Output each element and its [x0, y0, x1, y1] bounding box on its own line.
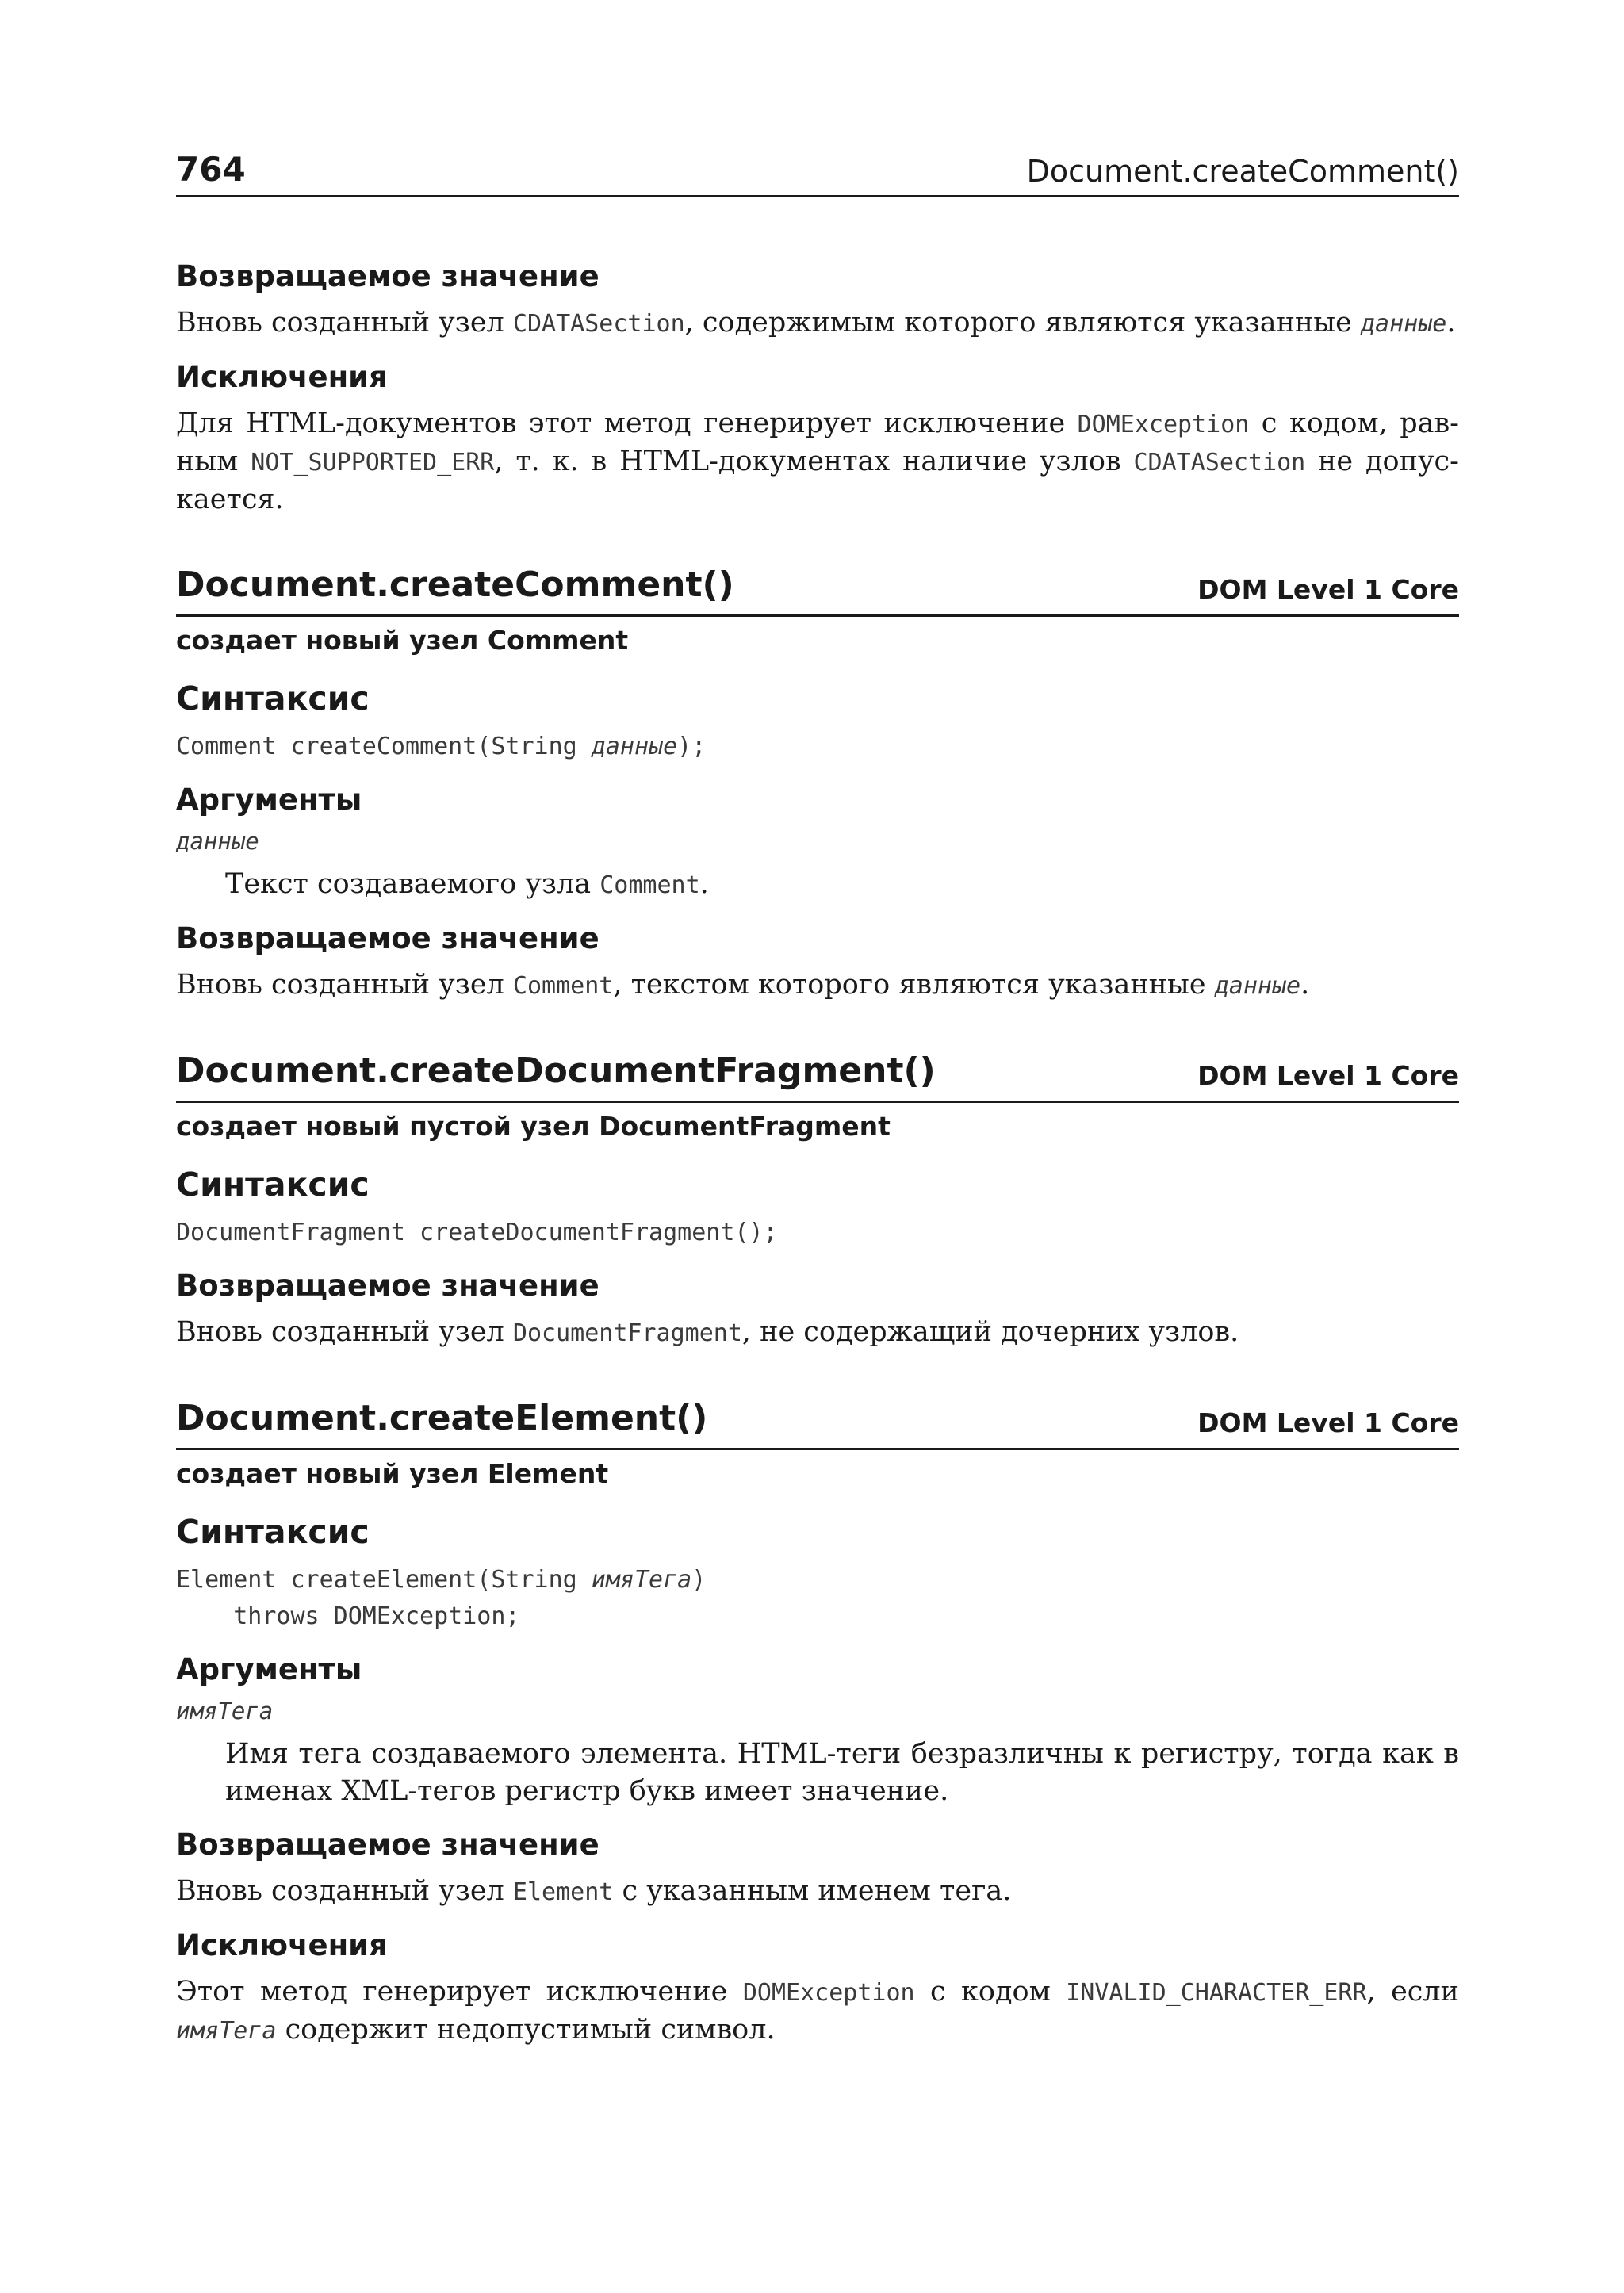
exceptions-heading: Исключения — [176, 360, 388, 394]
entry-summary: создает новый узел Element — [176, 1458, 609, 1489]
dom-level: DOM Level 1 Core — [1197, 1407, 1459, 1438]
entry-header — [176, 565, 1459, 617]
entry-header — [176, 1051, 1459, 1103]
syntax-code-line-2: throws DOMException; — [176, 1602, 520, 1630]
entry-header — [176, 1398, 1459, 1450]
entry-create-comment — [176, 565, 1459, 1005]
return-text: Вновь созданный узел Element с указанным именем тега. — [176, 1875, 1012, 1907]
argument-description: Текст создаваемого узла Comment. — [225, 868, 709, 900]
return-heading: Возвращаемое значение — [176, 1269, 599, 1303]
return-text: Вновь созданный узел CDATASection, содержимым которого являются указанные данные. — [176, 307, 1456, 339]
return-text: Вновь созданный узел Comment, текстом которого являются указанные данные. — [176, 969, 1310, 1001]
argument-description: Имя тега создаваемого элемента. HTML-теги безразличны к регистру, тогда как в именах XML-тегов регистр букв имеет значение. — [225, 1738, 1459, 1807]
return-heading: Возвращаемое значение — [176, 921, 599, 955]
entry-title: Document.createDocumentFragment() — [176, 1051, 936, 1091]
page — [176, 143, 1459, 2050]
exceptions-text: Для HTML-документов этот метод генерирует исключение DOMException с кодом, равным NOT_SUPPORTED_ERR, т. к. в HTML-документах наличие узлов CDATASection не допускается. — [176, 408, 1459, 515]
return-heading: Возвращаемое значение — [176, 259, 599, 293]
dom-level: DOM Level 1 Core — [1197, 574, 1459, 605]
return-heading: Возвращаемое значение — [176, 1828, 599, 1862]
entry-create-element — [176, 1398, 1459, 2050]
syntax-code-line-1: Element createElement(String имяТега) — [176, 1566, 707, 1594]
dom-level: DOM Level 1 Core — [1197, 1060, 1459, 1091]
entry-summary: создает новый пустой узел DocumentFragment — [176, 1111, 891, 1142]
argument-name: данные — [176, 828, 259, 855]
entry-create-document-fragment — [176, 1051, 1459, 1352]
argument-name: имяТега — [176, 1698, 274, 1725]
running-head — [176, 143, 1459, 197]
syntax-heading: Синтаксис — [176, 1513, 370, 1551]
syntax-code: DocumentFragment createDocumentFragment(); — [176, 1219, 778, 1246]
entry-title: Document.createElement() — [176, 1398, 708, 1438]
running-title: Document.createComment() — [1026, 154, 1459, 189]
page-number: 764 — [176, 150, 246, 189]
arguments-heading: Аргументы — [176, 783, 362, 817]
syntax-heading: Синтаксис — [176, 1166, 370, 1204]
exceptions-text: Этот метод генерирует исключение DOMException с кодом INVALID_CHARACTER_ERR, если имяТега содержит недопустимый символ. — [176, 1976, 1459, 2046]
arguments-heading: Аргументы — [176, 1652, 362, 1686]
entry-title: Document.createComment() — [176, 565, 734, 605]
syntax-code: Comment createComment(String данные); — [176, 733, 707, 760]
return-text: Вновь созданный узел DocumentFragment, не содержащий дочерних узлов. — [176, 1316, 1239, 1348]
entry-summary: создает новый узел Comment — [176, 625, 629, 656]
syntax-heading: Синтаксис — [176, 679, 370, 718]
exceptions-heading: Исключения — [176, 1928, 388, 1962]
